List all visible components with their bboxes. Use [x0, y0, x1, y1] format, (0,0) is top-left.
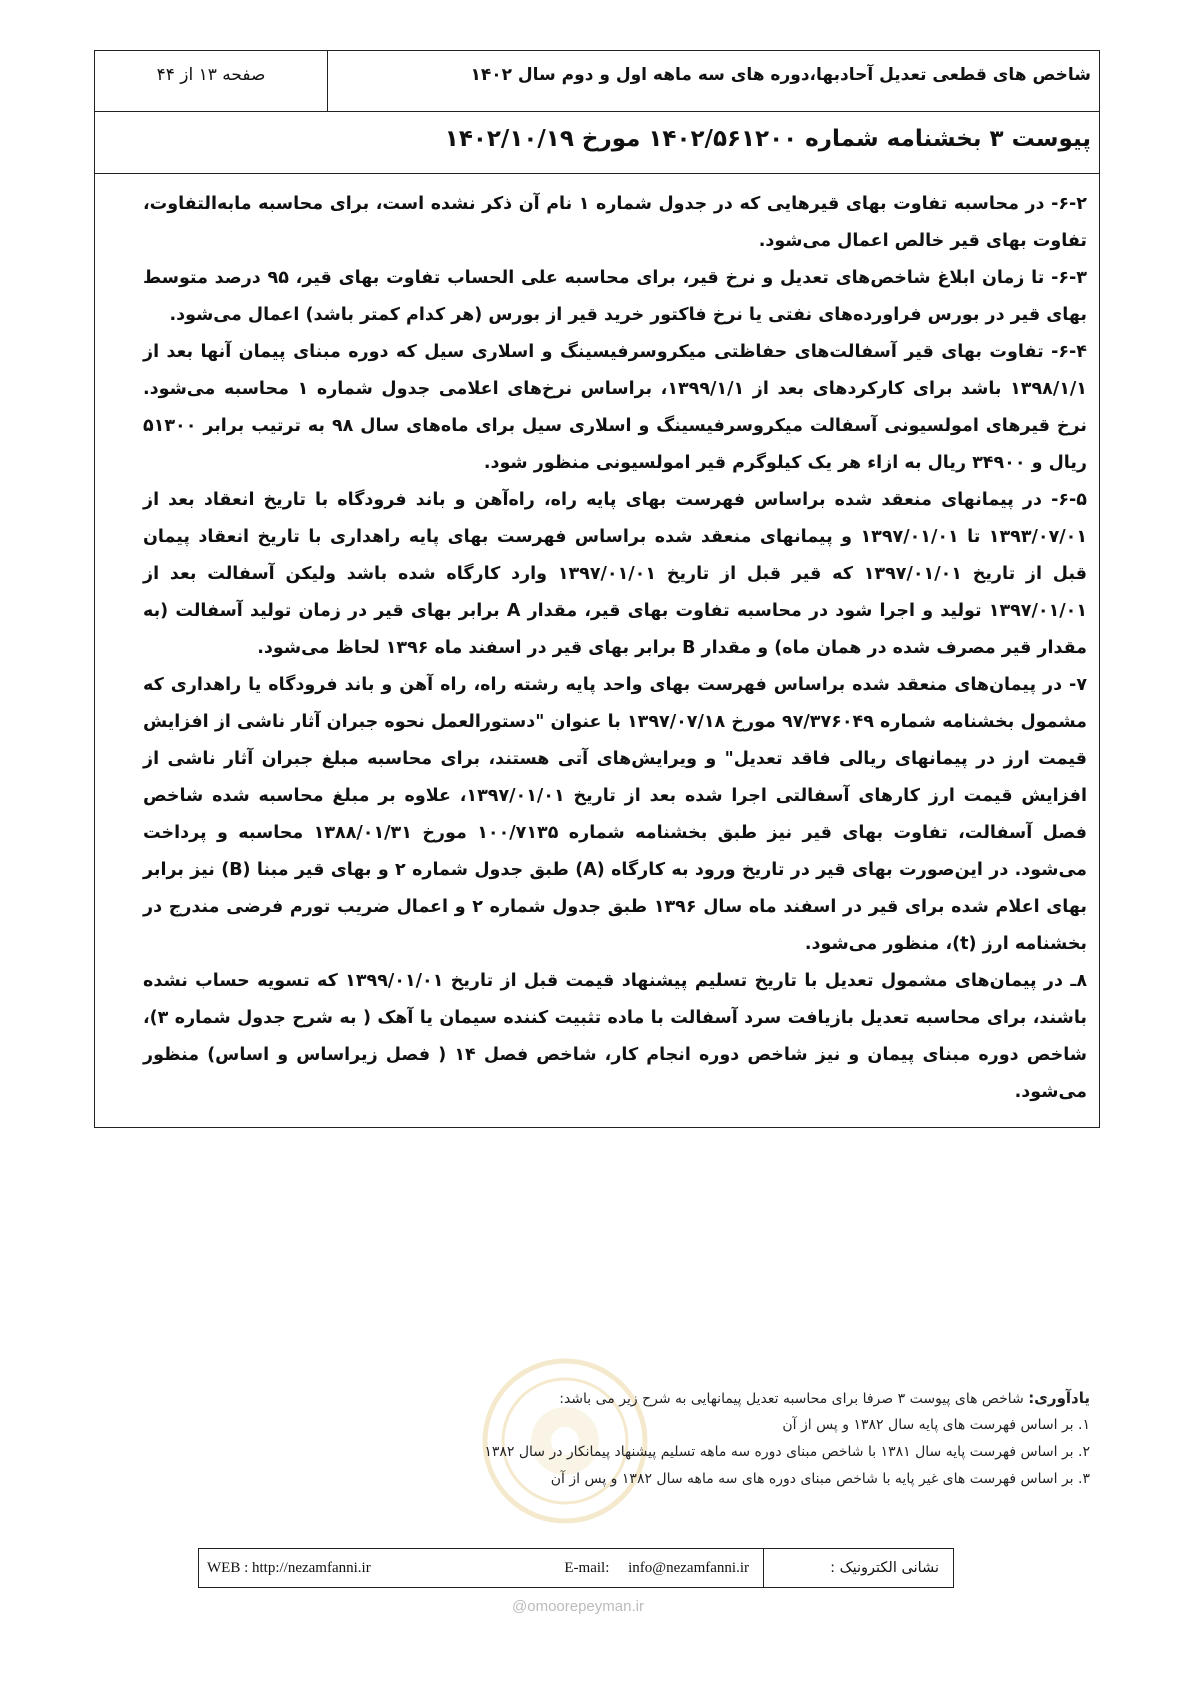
notes-section	[310, 1385, 1090, 1493]
notes-intro-text: شاخص های پیوست ۳ صرفا برای محاسبه تعدیل پیمانهایی به شرح زیر می باشد:	[559, 1391, 1024, 1407]
notes-intro	[310, 1385, 1090, 1412]
note-item: ۲. بر اساس فهرست پایه سال ۱۳۸۱ با شاخص مبنای دوره سه ماهه تسلیم پیشنهاد پیمانکار در سال ۱۳۸۲	[484, 1444, 1090, 1460]
email-label: E-mail:	[564, 1559, 610, 1576]
document-frame	[94, 50, 1100, 1128]
contact-addresses	[199, 1560, 763, 1577]
contact-label: نشانی الکترونیک :	[763, 1549, 953, 1587]
email-group	[564, 1560, 749, 1577]
paragraph-6-5: ۶-۵- در پیمانهای منعقد شده براساس فهرست بهای پایه راه، راه‌آهن و باند فرودگاه با تاریخ انعقاد بعد از ۱۳۹۳/۰۷/۰۱ تا ۱۳۹۷/۰۱/۰۱ و پیمانهای منعقد شده براساس فهرست بهای پایه راهداری با تاریخ انعقاد پیمان قبل از تاریخ ۱۳۹۷/۰۱/۰۱ که قیر قبل از تاریخ ۱۳۹۷/۰۱/۰۱ وارد کارگاه شده باشد ولیکن آسفالت بعد از ۱۳۹۷/۰۱/۰۱ تولید و اجرا شود در محاسبه تفاوت بهای قیر، مقدار A برابر بهای قیر در زمان تولید آسفالت (به مقدار قیر مصرف شده در همان ماه) و مقدار B برابر بهای قیر در اسفند ماه ۱۳۹۶ لحاظ می‌شود.	[143, 490, 1088, 658]
body-content	[95, 174, 1099, 1127]
section-title: پیوست ۳ بخشنامه شماره ۱۴۰۲/۵۶۱۲۰۰ مورخ ۱۴۰۲/۱۰/۱۹	[95, 112, 1099, 174]
web-link[interactable]: WEB : http://nezamfanni.ir	[207, 1559, 371, 1576]
email-link[interactable]: info@nezamfanni.ir	[628, 1559, 749, 1576]
contact-box	[198, 1548, 954, 1588]
watermark-handle: @omoorepeyman.ir	[512, 1598, 644, 1615]
header-row	[95, 51, 1099, 112]
paragraph-6-4: ۶-۴- تفاوت بهای قیر آسفالت‌های حفاظتی میکروسرفیسینگ و اسلاری سیل که دوره مبنای پیمان آنها بعد از ۱۳۹۸/۱/۱ باشد برای کارکردهای بعد از ۱۳۹۹/۱/۱، براساس نرخ‌های اعلامی جدول شماره ۱ محاسبه می‌شود. نرخ قیرهای امولسیونی آسفالت میکروسرفیسینگ و اسلاری سیل برای ماه‌های سال ۹۸ به ترتیب برابر ۵۱۳۰۰ ریال و ۳۴۹۰۰ ریال به ازاء هر یک کیلوگرم قیر امولسیونی منظور شود.	[143, 342, 1087, 473]
note-item: ۳. بر اساس فهرست های غیر پایه با شاخص مبنای دوره های سه ماهه سال ۱۳۸۲ و پس از آن	[550, 1471, 1090, 1487]
document-title: شاخص های قطعی تعدیل آحادبها،دوره های سه ماهه اول و دوم سال ۱۴۰۲	[327, 51, 1099, 111]
paragraph-7: ۷- در پیمان‌های منعقد شده براساس فهرست بهای واحد پایه رشته راه، راه آهن و باند فرودگاه یا راهداری که مشمول بخشنامه شماره ۹۷/۳۷۶۰۴۹ مورخ ۱۳۹۷/۰۷/۱۸ با عنوان "دستورالعمل نحوه جبران آثار ناشی از افزایش قیمت ارز در پیمانهای ریالی فاقد تعدیل" و ویرایش‌های آتی هستند، برای محاسبه مبلغ جبران آثار ناشی از افزایش قیمت ارز کارهای آسفالتی اجرا شده بعد از تاریخ ۱۳۹۷/۰۱/۰۱، علاوه بر مبلغ محاسبه شده شاخص فصل آسفالت، تفاوت بهای قیر نیز طبق بخشنامه شماره ۱۰۰/۷۱۳۵ مورخ ۱۳۸۸/۰۱/۳۱ محاسبه و پرداخت می‌شود. در این‌صورت بهای قیر در تاریخ ورود به کارگاه (A) طبق جدول شماره ۲ و بهای قیر مبنا (B) نیز برابر بهای اعلام شده برای قیر در اسفند ماه سال ۱۳۹۶ طبق جدول شماره ۲ و اعمال ضریب تورم فرضی مندرج در بخشنامه ارز (t)، منظور می‌شود.	[143, 675, 1087, 954]
paragraph-6-3: ۶-۳- تا زمان ابلاغ شاخص‌های تعدیل و نرخ قیر، برای محاسبه علی الحساب تفاوت بهای قیر، ۹۵ درصد متوسط بهای قیر در بورس فراورده‌های نفتی یا نرخ فاکتور خرید قیر از بورس (هر کدام کمتر باشد) اعمال می‌شود.	[143, 268, 1087, 325]
notes-lead: یادآوری:	[1028, 1389, 1090, 1407]
note-item: ۱. بر اساس فهرست های پایه سال ۱۳۸۲ و پس از آن	[782, 1417, 1090, 1433]
paragraph-6-2: ۶-۲- در محاسبه تفاوت بهای قیرهایی که در جدول شماره ۱ نام آن ذکر نشده است، برای محاسبه مابه‌التفاوت، تفاوت بهای قیر خالص اعمال می‌شود.	[143, 194, 1087, 251]
page-number: صفحه ۱۳ از ۴۴	[156, 65, 266, 85]
paragraph-8: ۸ـ در پیمان‌های مشمول تعدیل با تاریخ تسلیم پیشنهاد قیمت قبل از تاریخ ۱۳۹۹/۰۱/۰۱ که تسویه حساب نشده باشند، برای محاسبه تعدیل بازیافت سرد آسفالت با ماده تثبیت کننده سیمان یا آهک ( به شرح جدول شماره ۳)، شاخص دوره مبنای پیمان و نیز شاخص دوره انجام کار، شاخص فصل ۱۴ ( فصل زیراساس و اساس) منظور می‌شود.	[143, 971, 1087, 1102]
